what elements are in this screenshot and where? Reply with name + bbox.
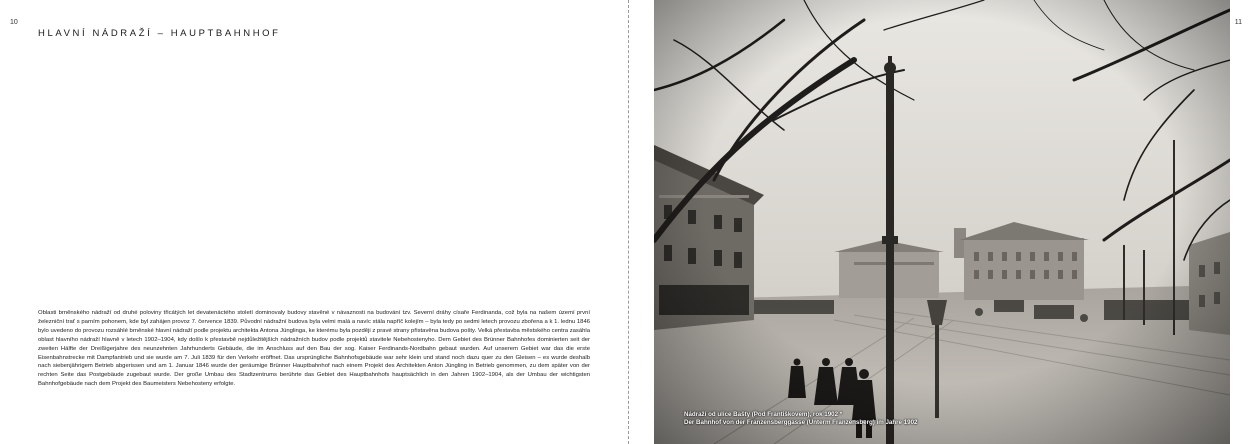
body-paragraph bbox=[38, 309, 590, 389]
body-text bbox=[38, 309, 590, 389]
page-title: HLAVNÍ NÁDRAŽÍ – HAUPTBAHNHOF bbox=[38, 28, 281, 39]
photo-caption bbox=[684, 411, 917, 427]
caption-czech: Nádraží od ulice Bašty (Pod Františkovem), rok 1902 * bbox=[684, 411, 843, 418]
caption-german: Der Bahnhof von der Franzensberggasse (Unterm Franzensberg) im Jahre 1902 bbox=[684, 419, 918, 426]
photo-illustration bbox=[654, 0, 1230, 444]
historic-station-photo bbox=[654, 0, 1230, 444]
right-page bbox=[630, 0, 1258, 444]
page-number-right: 11 bbox=[1234, 19, 1242, 26]
page-number-left: 10 bbox=[10, 19, 18, 26]
body-text-czech: Oblasti brněnského nádraží od druhé poloviny třicátých let devatenáctého století dominovaly budovy stavěné v návaznosti na budování tzv. Severní dráhy císaře Ferdinanda, což byla na našem území první železniční trať s parním pohonem, kde byl zahájen provoz 7. července 1839. Původní nádražní budova byla velmi malá a navíc stála napříč kolejím – byla tedy po sedmi letech provozu zbořena a k 1. lednu 1846 bylo uvedeno do provozu rozsáhlé brněnské hlavní nádraží podle projektu architekta Antona Jünglinga, ke kterému byla později z pravé strany přistavěna budova pošty. Velká přestavba městského centra zasáhla oblast hlavního nádraží hlavně v letech 1902–1904, kdy došlo k přestavbě nejdůležitějších nádražních budov podle projektů stavitele Nebehostenyho. bbox=[38, 310, 590, 343]
left-page bbox=[0, 0, 628, 444]
body-text-german: Dem Gebiet des Brünner Bahnhofes dominierten seit der zweiten Hälfte der Dreißigerjahre des neunzehnten Jahrhunderts Gebäude, die im Anschluss auf den Bau der sog. Kaiser Ferdinands-Nordbahn gebaut wurden. Auf unserem Gebiet war das die erste Eisenbahnstrecke mit Dampfantrieb und sie wurde am 7. Juli 1839 für den Verkehr eröffnet. Das ursprüngliche Bahnhofsgebäude war sehr klein und stand noch dazu quer zu den Gleisen – es wurde deshalb nach siebenjährigem Betrieb abgerissen und am 1. Januar 1846 wurde der geräumige Brünner Hauptbahnhof nach einem Projekt des Architekten Anton Jüngling in Betrieb genommen, zu dem später von der rechten Seite das Postgebäude zugebaut wurde. Der große Umbau des Stadtzentrums berührte das Gebiet des Hauptbahnhofs hauptsächlich in den Jahren 1902–1904, als der Umbau der wichtigsten Bahnhofgebäude nach dem Projekt des Baumeisters Nebehosteny erfolgte. bbox=[38, 336, 590, 388]
page-gutter-divider bbox=[628, 0, 629, 444]
